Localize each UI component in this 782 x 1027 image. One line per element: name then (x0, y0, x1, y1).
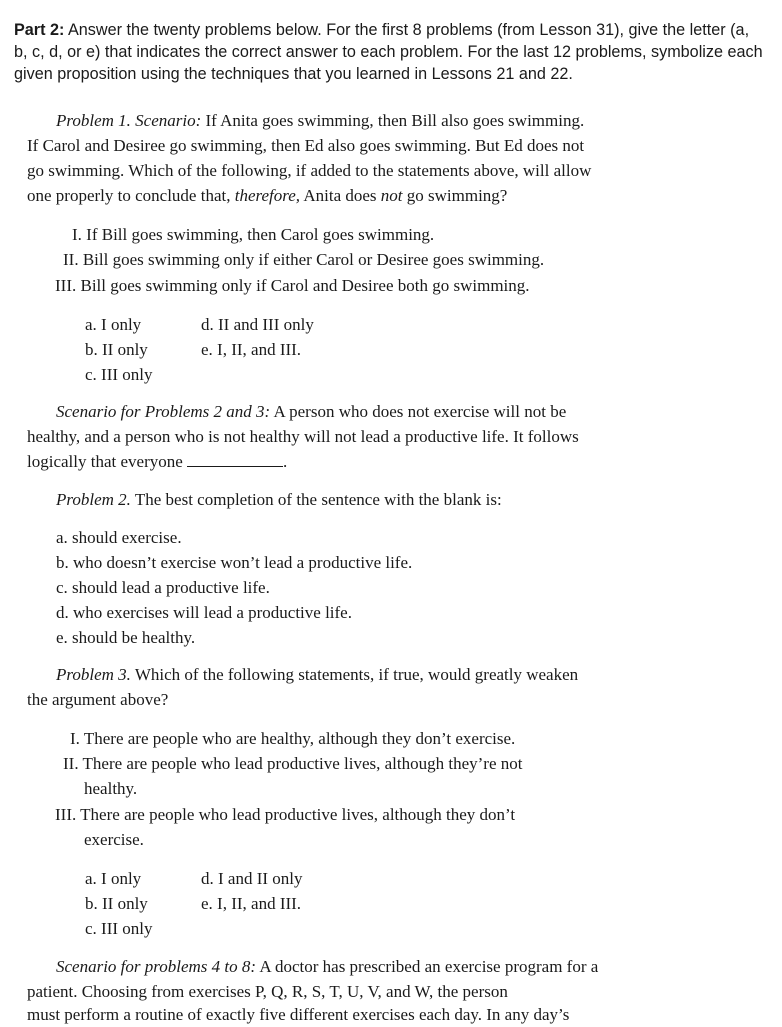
problem-1-option: e. I, II, and III. (201, 340, 302, 359)
scenario-2-3-period: . (283, 452, 288, 471)
scenario-4-8-cutoff-line: must perform a routine of exactly five different exercises each day. In any day’s (27, 1005, 570, 1024)
scenario-4-8-label: Scenario for problems 4 to 8: (56, 957, 257, 976)
problem-1-emphasis-not: not (380, 186, 403, 205)
problem-3-option: a. I only (85, 869, 142, 888)
problem-1-label: Problem 1. Scenario: (56, 111, 202, 130)
problem-3-option: d. I and II only (201, 869, 303, 888)
problem-3-statement: III. There are people who lead productive lives, although they don’t (55, 805, 516, 824)
problem-2-option: a. should exercise. (56, 528, 182, 547)
scenario-2-3 (27, 399, 599, 474)
answer-blank (187, 450, 283, 467)
instructions-text: Answer the twenty problems below. For the first 8 problems (from Lesson 31), give the letter (a, b, c, d, or e) that indicates the correct answer to each problem. For the last 12 problems, symbolize each given proposition using the techniques that you learned in Lessons 21 and 22. (14, 21, 763, 83)
scenario-2-3-label: Scenario for Problems 2 and 3: (56, 402, 271, 421)
problem-1-text-mid: Anita does (300, 186, 381, 205)
problem-1-text: If Anita goes swimming, then Bill also goes swimming. If Carol and Desiree go swimming, then Ed also goes swimming. But Ed does not go swimming. Which of the following, if added to the statements above, will allow one properly to conclude that, (27, 111, 592, 205)
problem-3-statement: I. There are people who are healthy, although they don’t exercise. (70, 729, 516, 748)
part-label: Part 2: (14, 21, 65, 39)
problem-3-statement: exercise. (84, 830, 144, 849)
problem-3-prompt (27, 662, 599, 712)
problem-3-option: c. III only (85, 919, 153, 938)
problem-1-statement: I. If Bill goes swimming, then Carol goes swimming. (72, 225, 435, 244)
problem-1-emphasis-therefore: therefore, (234, 186, 301, 205)
problem-3-option: b. II only (85, 894, 148, 913)
instructions (14, 19, 764, 85)
problem-1-prompt (27, 108, 599, 208)
problem-2-option: e. should be healthy. (56, 628, 196, 647)
problem-2-option: b. who doesn’t exercise won’t lead a productive life. (56, 553, 413, 572)
problem-2-prompt (56, 487, 502, 512)
problem-3-text: Which of the following statements, if true, would greatly weaken the argument above? (27, 665, 579, 709)
problem-3-statement: II. There are people who lead productive lives, although they’re not (63, 754, 523, 773)
problem-1-statement: II. Bill goes swimming only if either Carol or Desiree goes swimming. (63, 250, 545, 269)
problem-2-option: d. who exercises will lead a productive life. (56, 603, 352, 622)
problem-2-option: c. should lead a productive life. (56, 578, 270, 597)
scenario-4-8-text: A doctor has prescribed an exercise program for a patient. Choosing from exercises P, Q, R, S, T, U, V, and W, the person (27, 957, 599, 1001)
problem-1-statement: III. Bill goes swimming only if Carol and Desiree both go swimming. (55, 276, 530, 295)
problem-3-option: e. I, II, and III. (201, 894, 302, 913)
problem-1-option: c. III only (85, 365, 153, 384)
problem-1-option: d. II and III only (201, 315, 314, 334)
problem-3-label: Problem 3. (56, 665, 131, 684)
scenario-4-8 (27, 954, 599, 1004)
problem-2-text: The best completion of the sentence with the blank is: (130, 490, 502, 509)
problem-1-option: a. I only (85, 315, 142, 334)
problem-1-option: b. II only (85, 340, 148, 359)
problem-3-statement: healthy. (84, 779, 138, 798)
problem-2-label: Problem 2. (56, 490, 131, 509)
problem-1-text-end: go swimming? (402, 186, 508, 205)
scenario-2-3-text: A person who does not exercise will not be healthy, and a person who is not healthy will not lead a productive life. It follows logically that everyone (27, 402, 579, 471)
